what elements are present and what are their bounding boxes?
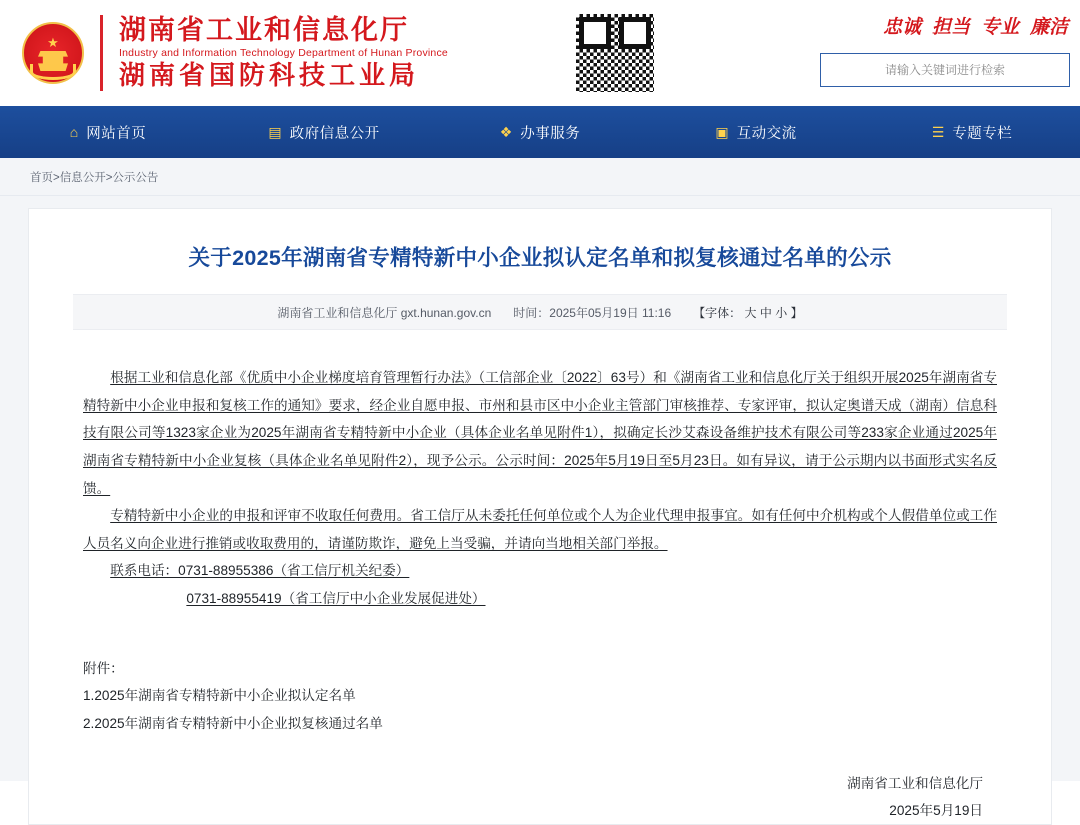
layers-icon: ☰ <box>931 124 945 140</box>
breadcrumb[interactable]: 首页>信息公开>公示公告 <box>30 171 159 184</box>
nav-item-home[interactable] <box>0 106 216 158</box>
org-name-english: Industry and Information Technology Department of Hunan Province <box>119 47 448 60</box>
font-size-controls[interactable] <box>693 304 802 321</box>
attachments-block <box>83 655 997 738</box>
signature-block <box>83 771 997 824</box>
site-header <box>0 0 1080 106</box>
signature-date: 2025年5月19日 <box>889 802 983 818</box>
nav-item-interaction-label: 互动交流 <box>736 125 797 142</box>
font-size-small[interactable]: 小 <box>775 305 788 320</box>
nav-item-services[interactable] <box>432 106 648 158</box>
article-paragraph-2: 专精特新中小企业的申报和评审不收取任何费用。省工信厅从未委托任何单位或个人为企业代理申报事宜。如有任何中介机构或个人假借单位或工作人员名义向企业进行推销或收取费用的，请谨防欺诈，避免上当受骗，并请向当地相关部门举报。 <box>83 508 997 551</box>
page-body <box>0 196 1080 818</box>
article-paragraph-1: 根据工业和信息化部《优质中小企业梯度培育管理暂行办法》（工信部企业〔2022〕63号）和《湖南省工业和信息化厅关于组织开展2025年湖南省专精特新中小企业申报和复核工作的通知》要求，经企业自愿申报、市州和县市区中小企业主管部门审核推荐、专家评审，拟认定奥谱天成（湖南）信息科技有限公司等1323家企业为2025年湖南省专精特新中小企业（具体企业名单见附件1），拟确定长沙艾森设备维护技术有限公司等233家企业通过2025年湖南省专精特新中小企业复核（具体企业名单见附件2），现予公示。公示时间：2025年5月19日至5月23日。如有异议，请于公示期内以书面形式实名反馈。 <box>83 370 997 496</box>
qr-code-icon <box>574 12 656 94</box>
nav-item-interaction[interactable] <box>648 106 864 158</box>
home-icon: ⌂ <box>69 124 79 140</box>
contact-phone-1: 联系电话：0731-88955386（省工信厅机关纪委） <box>110 563 410 579</box>
emblem-wheat-shape <box>30 64 76 80</box>
service-icon: ❖ <box>499 124 513 140</box>
slogan-word-2: 担当 <box>931 17 970 38</box>
nav-item-services-label: 办事服务 <box>520 125 581 142</box>
header-right-column <box>770 12 1070 87</box>
slogan-word-3: 专业 <box>980 17 1019 38</box>
search-box[interactable] <box>820 53 1070 87</box>
main-navigation <box>0 106 1080 158</box>
article-card <box>28 208 1052 825</box>
font-size-medium[interactable]: 中 <box>759 305 772 320</box>
nav-item-topics-label: 专题专栏 <box>952 125 1013 142</box>
org-name-line2: 湖南省国防科技工业局 <box>119 60 420 91</box>
article-source: 湖南省工业和信息化厅 gxt.hunan.gov.cn <box>277 305 492 320</box>
attachment-item-2[interactable]: 2.2025年湖南省专精特新中小企业拟复核通过名单 <box>83 715 383 731</box>
document-icon: ▤ <box>268 124 282 140</box>
emblem-star-icon: ★ <box>47 35 59 50</box>
nav-item-topics[interactable] <box>864 106 1080 158</box>
slogan-word-1: 忠诚 <box>882 17 921 38</box>
slogan-group <box>883 12 1068 39</box>
org-name-line1: 湖南省工业和信息化厅 <box>119 15 409 46</box>
chat-icon: ▣ <box>715 124 729 140</box>
font-size-label: 【字体： <box>693 305 742 320</box>
contact-phone-2: 0731-88955419（省工信厅中小企业发展促进处） <box>186 590 486 606</box>
nav-item-government-info[interactable] <box>216 106 432 158</box>
article-meta <box>73 294 1007 330</box>
search-input[interactable] <box>821 54 1069 86</box>
font-size-close-bracket: 】 <box>790 305 803 320</box>
font-size-large[interactable]: 大 <box>744 305 757 320</box>
breadcrumb-bar <box>0 158 1080 196</box>
signature-org: 湖南省工业和信息化厅 <box>847 776 983 792</box>
nav-item-home-label: 网站首页 <box>86 125 147 142</box>
attachments-label: 附件： <box>83 660 124 676</box>
national-emblem-icon <box>22 22 84 84</box>
article-body <box>73 330 1007 824</box>
article-time: 时间：2025年05月19日 11:16 <box>513 305 672 320</box>
attachment-item-1[interactable]: 1.2025年湖南省专精特新中小企业拟认定名单 <box>83 688 356 704</box>
page-title: 关于2025年湖南省专精特新中小企业拟认定名单和拟复核通过名单的公示 <box>188 246 892 270</box>
site-title-block <box>100 15 448 91</box>
slogan-word-4: 廉洁 <box>1029 17 1068 38</box>
nav-item-government-info-label: 政府信息公开 <box>289 125 380 142</box>
